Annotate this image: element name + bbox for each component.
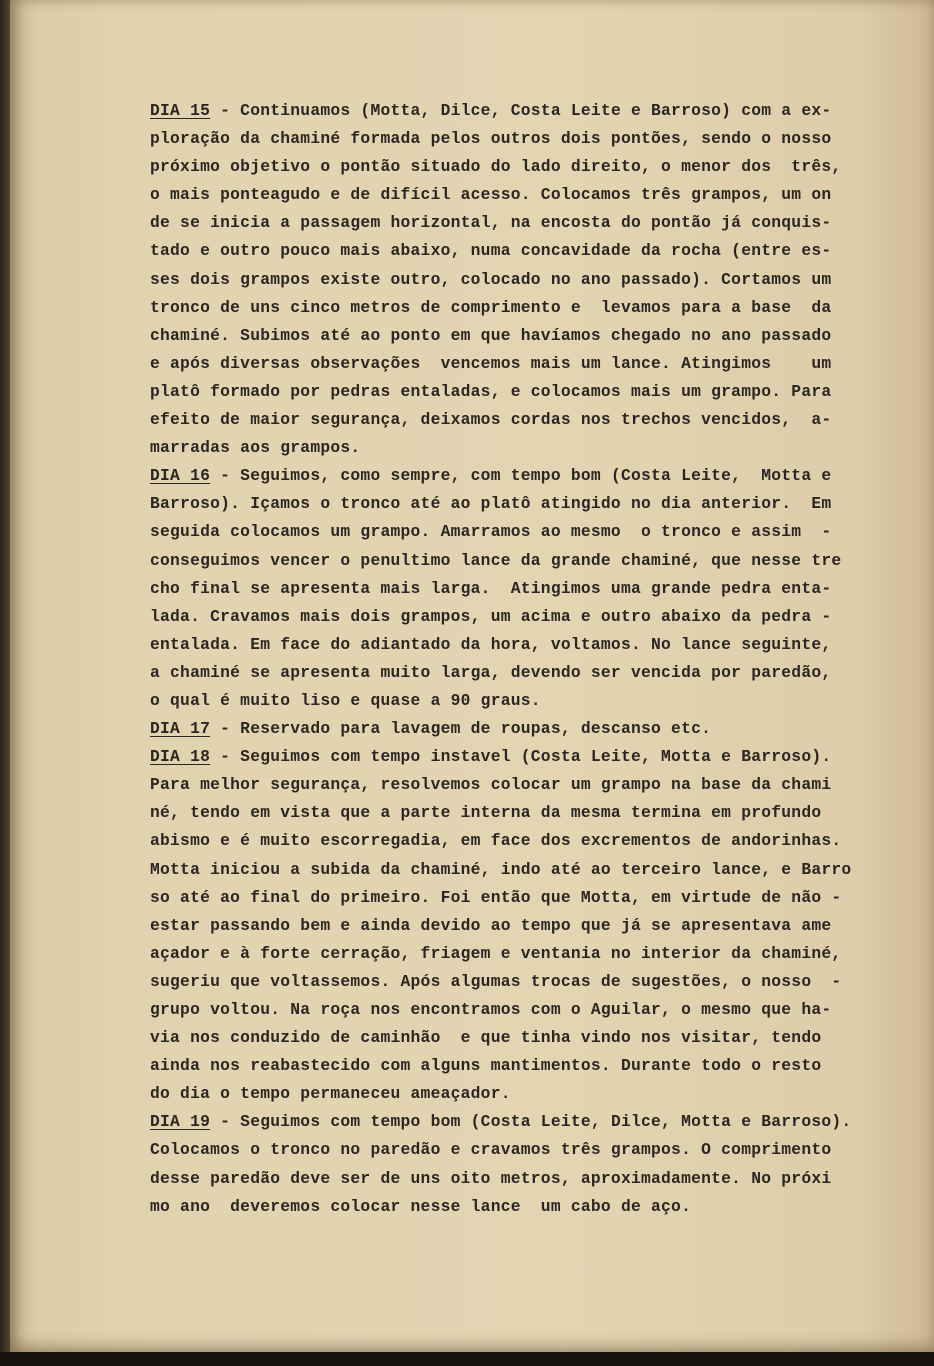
line-text: efeito de maior segurança, deixamos cordas nos trechos vencidos, a- [150, 410, 832, 430]
text-line [150, 743, 912, 771]
text-line [150, 603, 912, 631]
line-text: Para melhor segurança, resolvemos colocar um grampo na base da chami [150, 775, 832, 795]
text-line [150, 1193, 912, 1221]
text-line [150, 97, 912, 125]
line-text: - Seguimos com tempo instavel (Costa Leite, Motta e Barroso). [210, 747, 832, 767]
text-line [150, 350, 912, 378]
line-text: ainda nos reabastecido com alguns mantimentos. Durante todo o resto [150, 1056, 822, 1076]
line-text: o mais ponteagudo e de difícil acesso. Colocamos três grampos, um on [150, 185, 832, 205]
text-line [150, 378, 912, 406]
text-line [150, 771, 912, 799]
text-line [150, 209, 912, 237]
line-text: próximo objetivo o pontão situado do lado direito, o menor dos três, [150, 157, 842, 177]
text-line [150, 799, 912, 827]
line-text: sugeriu que voltassemos. Após algumas trocas de sugestões, o nosso - [150, 971, 842, 991]
text-line [150, 1108, 912, 1136]
day-heading: DIA 19 [150, 1112, 211, 1132]
line-text: do dia o tempo permaneceu ameaçador. [150, 1084, 511, 1104]
line-text: - Seguimos, como sempre, com tempo bom (Costa Leite, Motta e [210, 466, 832, 486]
line-text: platô formado por pedras entaladas, e colocamos mais um grampo. Para [150, 381, 832, 401]
text-line [150, 266, 912, 294]
text-line [150, 827, 912, 855]
text-line [150, 687, 912, 715]
text-line [150, 547, 912, 575]
day-heading: DIA 15 [150, 101, 211, 120]
line-text: seguida colocamos um grampo. Amarramos ao mesmo o tronco e assim - [150, 522, 832, 542]
line-text: ploração da chaminé formada pelos outros dois pontões, sendo o nosso [150, 129, 832, 149]
text-line [150, 940, 912, 968]
page-bottom-edge [0, 1352, 934, 1366]
line-text: so até ao final do primeiro. Foi então que Motta, em virtude de não - [150, 887, 842, 907]
line-text: tronco de uns cinco metros de comprimento e levamos para a base da [150, 297, 832, 317]
text-line [150, 434, 912, 462]
text-line [150, 181, 912, 209]
text-line [150, 575, 912, 603]
line-text: - Continuamos (Motta, Dilce, Costa Leite e Barroso) com a ex- [210, 101, 832, 120]
line-text: desse paredão deve ser de uns oito metros, aproximadamente. No próxi [150, 1168, 832, 1188]
text-line [150, 153, 912, 181]
text-line [150, 237, 912, 265]
text-line [150, 631, 912, 659]
line-text: - Reservado para lavagem de roupas, descanso etc. [210, 719, 712, 739]
line-text: de se inicia a passagem horizontal, na encosta do pontão já conquis- [150, 213, 832, 233]
line-text: Colocamos o tronco no paredão e cravamos três grampos. O comprimento [150, 1140, 832, 1160]
text-line [150, 715, 912, 743]
text-line [150, 406, 912, 434]
line-text: cho final se apresenta mais larga. Atingimos uma grande pedra enta- [150, 578, 832, 598]
line-text: o qual é muito liso e quase a 90 graus. [150, 690, 541, 710]
text-line [150, 1080, 912, 1108]
text-line [150, 294, 912, 322]
line-text: via nos conduzido de caminhão e que tinha vindo nos visitar, tendo [150, 1028, 822, 1048]
text-line [150, 490, 912, 518]
text-line [150, 856, 912, 884]
line-text: açador e à forte cerração, friagem e ventania no interior da chaminé, [150, 943, 842, 963]
line-text: ses dois grampos existe outro, colocado no ano passado). Cortamos um [150, 269, 832, 289]
line-text: Barroso). Içamos o tronco até ao platô atingido no dia anterior. Em [150, 494, 832, 514]
line-text: chaminé. Subimos até ao ponto em que havíamos chegado no ano passado [150, 325, 832, 345]
day-heading: DIA 17 [150, 719, 211, 739]
day-heading: DIA 18 [150, 747, 211, 767]
line-text: grupo voltou. Na roça nos encontramos com o Aguilar, o mesmo que ha- [150, 1000, 832, 1019]
line-text: Motta iniciou a subida da chaminé, indo até ao terceiro lance, e Barro [150, 859, 852, 879]
text-line [150, 968, 912, 996]
page-text [150, 97, 912, 1221]
text-line [150, 996, 912, 1024]
text-line [150, 125, 912, 153]
text-line [150, 884, 912, 912]
text-line [150, 659, 912, 687]
line-text: a chaminé se apresenta muito larga, devendo ser vencida por paredão, [150, 662, 832, 682]
text-line [150, 1136, 912, 1164]
text-line [150, 518, 912, 546]
text-line [150, 322, 912, 350]
line-text: - Seguimos com tempo bom (Costa Leite, Dilce, Motta e Barroso). [210, 1112, 852, 1132]
line-text: marradas aos grampos. [150, 438, 361, 458]
day-heading: DIA 16 [150, 466, 211, 486]
line-text: entalada. Em face do adiantado da hora, voltamos. No lance seguinte, [150, 634, 832, 654]
text-line [150, 912, 912, 940]
line-text: lada. Cravamos mais dois grampos, um acima e outro abaixo da pedra - [150, 606, 832, 626]
typewritten-page [10, 0, 934, 1352]
line-text: tado e outro pouco mais abaixo, numa concavidade da rocha (entre es- [150, 241, 832, 261]
text-line [150, 1165, 912, 1193]
line-text: mo ano deveremos colocar nesse lance um cabo de aço. [150, 1196, 692, 1216]
line-text: estar passando bem e ainda devido ao tempo que já se apresentava ame [150, 915, 832, 935]
line-text: e após diversas observações vencemos mais um lance. Atingimos um [150, 353, 832, 373]
text-line [150, 1024, 912, 1052]
text-line [150, 1052, 912, 1080]
line-text: abismo e é muito escorregadia, em face dos excrementos de andorinhas. [150, 831, 842, 851]
line-text: né, tendo em vista que a parte interna da mesma termina em profundo [150, 803, 822, 823]
text-line [150, 462, 912, 490]
line-text: conseguimos vencer o penultimo lance da grande chaminé, que nesse tre [150, 550, 842, 570]
